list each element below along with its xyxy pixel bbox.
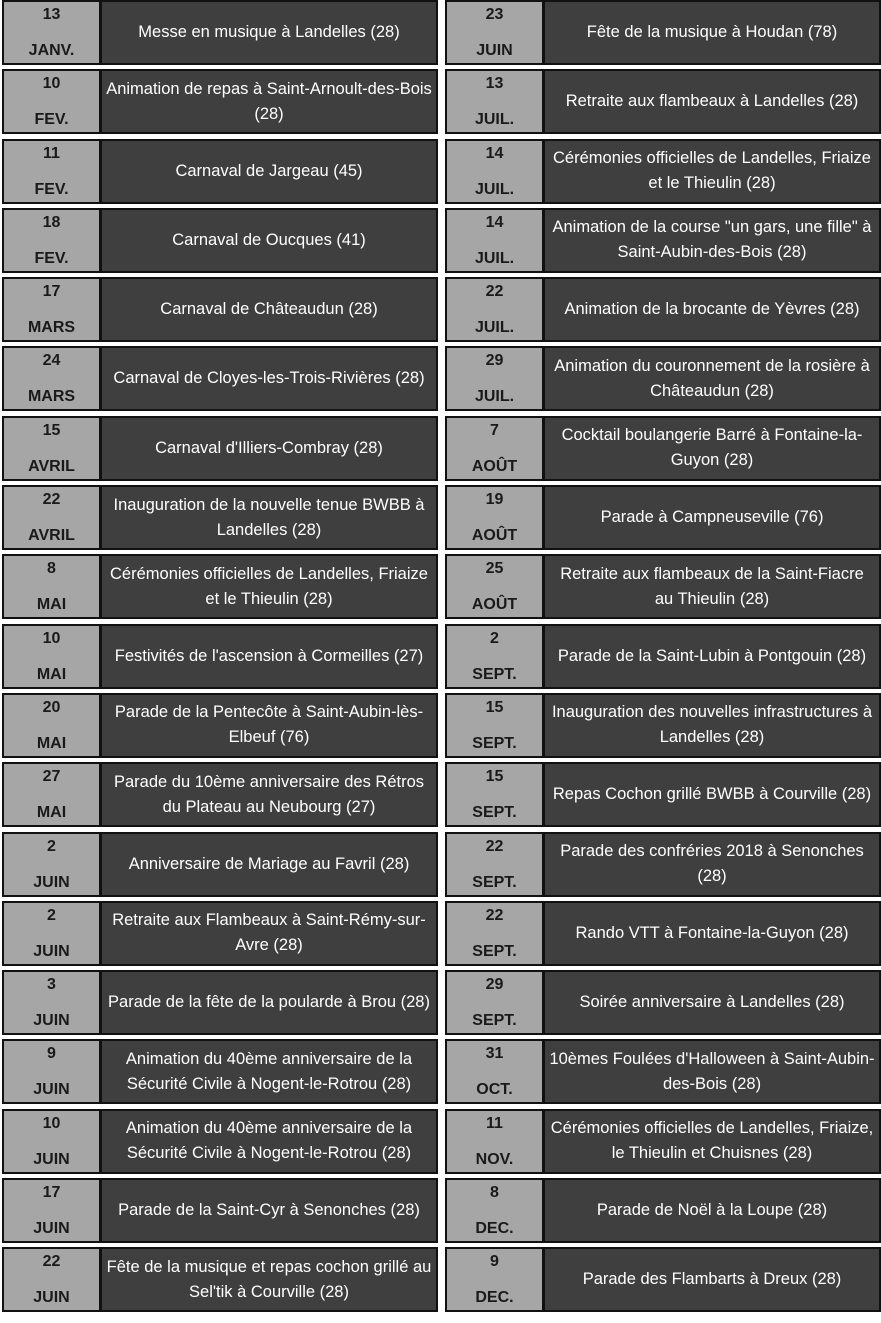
event-title: Animation du 40ème anniversaire de la Sécurité Civile à Nogent-le-Rotrou (28) [102, 1041, 436, 1102]
event-row [445, 901, 881, 966]
date-cell [447, 418, 545, 479]
date-cell [447, 626, 545, 687]
month-label: MAI [36, 804, 67, 822]
month-label: SEPT. [472, 804, 517, 822]
date-cell [447, 1180, 545, 1241]
date-cell [4, 903, 102, 964]
day-number: 9 [47, 1045, 56, 1063]
day-number: 27 [42, 768, 61, 786]
month-label: JUIN [33, 1012, 70, 1030]
date-cell [447, 279, 545, 340]
event-title: Repas Cochon grillé BWBB à Courville (28) [545, 764, 879, 825]
event-row [2, 346, 438, 411]
event-title: Festivités de l'ascension à Cormeilles (27) [102, 626, 436, 687]
day-number: 23 [485, 6, 504, 23]
month-label: FEV. [34, 180, 69, 198]
event-row [2, 901, 438, 966]
date-cell [4, 695, 102, 756]
day-number: 15 [485, 768, 504, 786]
event-title: Animation de repas à Saint-Arnoult-des-Bois (28) [102, 71, 436, 132]
month-label: SEPT. [472, 734, 517, 752]
event-title: Parade du 10ème anniversaire des Rétros du Plateau au Neubourg (27) [102, 764, 436, 825]
event-title: Parade de Noël à la Loupe (28) [545, 1180, 879, 1241]
day-number: 20 [42, 698, 61, 716]
event-row [445, 1109, 881, 1174]
event-row [445, 346, 881, 411]
event-row [2, 762, 438, 827]
date-cell [447, 1249, 545, 1310]
date-cell [447, 2, 545, 63]
day-number: 17 [42, 1184, 61, 1202]
date-cell [4, 279, 102, 340]
date-cell [4, 141, 102, 202]
date-cell [447, 487, 545, 548]
event-row [2, 554, 438, 619]
event-title: Parade de la Saint-Cyr à Senonches (28) [102, 1180, 436, 1241]
date-cell [4, 2, 102, 63]
date-cell [4, 210, 102, 271]
event-title: Retraite aux flambeaux à Landelles (28) [545, 71, 879, 132]
event-title: Rando VTT à Fontaine-la-Guyon (28) [545, 903, 879, 964]
event-row [445, 624, 881, 689]
event-row [2, 139, 438, 204]
event-title: Soirée anniversaire à Landelles (28) [545, 972, 879, 1033]
event-title: Animation de la course "un gars, une fille" à Saint-Aubin-des-Bois (28) [545, 210, 879, 271]
day-number: 17 [42, 283, 61, 301]
event-title: Carnaval de Oucques (41) [102, 210, 436, 271]
event-title: Inauguration des nouvelles infrastructures à Landelles (28) [545, 695, 879, 756]
event-row [2, 69, 438, 134]
event-title: Parade à Campneuseville (76) [545, 487, 879, 548]
day-number: 18 [42, 213, 61, 231]
month-label: JUIL. [474, 180, 515, 198]
month-label: OCT. [476, 1081, 513, 1099]
day-number: 3 [47, 976, 56, 994]
date-cell [4, 1041, 102, 1102]
event-title: Cérémonies officielles de Landelles, Friaize et le Thieulin (28) [545, 141, 879, 202]
date-cell [4, 71, 102, 132]
day-number: 10 [42, 75, 61, 93]
date-cell [447, 71, 545, 132]
date-cell [4, 1180, 102, 1241]
month-label: JUIN [33, 1150, 70, 1168]
day-number: 11 [486, 1114, 503, 1132]
event-row [2, 1178, 438, 1243]
month-label: SEPT. [472, 665, 517, 683]
day-number: 13 [485, 75, 504, 93]
event-title: Cérémonies officielles de Landelles, Friaize et le Thieulin (28) [102, 556, 436, 617]
event-title: Retraite aux Flambeaux à Saint-Rémy-sur-Avre (28) [102, 903, 436, 964]
date-cell [447, 348, 545, 409]
left-column [2, 0, 438, 1317]
date-cell [447, 210, 545, 271]
day-number: 13 [42, 6, 61, 23]
date-cell [447, 903, 545, 964]
day-number: 14 [485, 144, 504, 162]
month-label: JUIN [33, 1081, 70, 1099]
event-title: Messe en musique à Landelles (28) [102, 2, 436, 63]
day-number: 2 [47, 906, 56, 924]
month-label: JUIN [33, 1289, 70, 1307]
month-label: SEPT. [472, 1012, 517, 1030]
month-label: JUIL. [474, 319, 515, 337]
day-number: 15 [485, 698, 504, 716]
event-row [445, 693, 881, 758]
date-cell [4, 348, 102, 409]
date-cell [447, 556, 545, 617]
event-row [445, 208, 881, 273]
month-label: MAI [36, 596, 67, 614]
event-row [445, 1247, 881, 1312]
event-row [2, 1039, 438, 1104]
month-label: AOÛT [471, 527, 518, 545]
month-label: JUIN [476, 42, 513, 59]
month-label: JUIN [33, 873, 70, 891]
month-label: AOÛT [471, 457, 518, 475]
event-row [2, 208, 438, 273]
event-row [445, 1039, 881, 1104]
month-label: FEV. [34, 249, 69, 267]
month-label: DEC. [475, 1220, 514, 1238]
month-label: AVRIL [28, 527, 75, 545]
month-label: JANV. [28, 42, 75, 59]
month-label: FEV. [34, 111, 69, 129]
month-label: AOÛT [471, 596, 518, 614]
date-cell [447, 141, 545, 202]
day-number: 29 [485, 352, 504, 370]
date-cell [4, 764, 102, 825]
event-row [2, 970, 438, 1035]
month-label: JUIL. [474, 249, 515, 267]
date-cell [4, 1249, 102, 1310]
event-row [2, 693, 438, 758]
event-title: Fête de la musique et repas cochon grillé au Sel'tik à Courville (28) [102, 1249, 436, 1310]
day-number: 10 [42, 1114, 61, 1132]
day-number: 24 [42, 352, 61, 370]
date-cell [447, 1041, 545, 1102]
event-title: Fête de la musique à Houdan (78) [545, 2, 879, 63]
day-number: 7 [490, 421, 499, 439]
event-row [2, 485, 438, 550]
event-title: Parade des Flambarts à Dreux (28) [545, 1249, 879, 1310]
date-cell [4, 834, 102, 895]
event-row [2, 832, 438, 897]
month-label: MAI [36, 734, 67, 752]
event-row [445, 1178, 881, 1243]
day-number: 10 [42, 629, 61, 647]
event-title: Carnaval d'Illiers-Combray (28) [102, 418, 436, 479]
month-label: JUIL. [474, 111, 515, 129]
event-row [2, 277, 438, 342]
event-title: Inauguration de la nouvelle tenue BWBB à Landelles (28) [102, 487, 436, 548]
day-number: 22 [485, 283, 504, 301]
day-number: 2 [490, 629, 499, 647]
event-title: Anniversaire de Mariage au Favril (28) [102, 834, 436, 895]
event-row [2, 416, 438, 481]
event-row [445, 762, 881, 827]
date-cell [4, 972, 102, 1033]
month-label: JUIN [33, 942, 70, 960]
event-title: Animation du couronnement de la rosière à Châteaudun (28) [545, 348, 879, 409]
day-number: 8 [47, 560, 56, 578]
event-title: Parade des confréries 2018 à Senonches (28) [545, 834, 879, 895]
event-row [445, 277, 881, 342]
event-title: Cérémonies officielles de Landelles, Friaize, le Thieulin et Chuisnes (28) [545, 1111, 879, 1172]
event-row [445, 554, 881, 619]
event-title: 10èmes Foulées d'Halloween à Saint-Aubin-des-Bois (28) [545, 1041, 879, 1102]
event-title: Animation du 40ème anniversaire de la Sécurité Civile à Nogent-le-Rotrou (28) [102, 1111, 436, 1172]
day-number: 31 [485, 1045, 504, 1063]
month-label: MAI [36, 665, 67, 683]
month-label: SEPT. [472, 873, 517, 891]
day-number: 14 [485, 213, 504, 231]
date-cell [447, 834, 545, 895]
month-label: DEC. [475, 1289, 514, 1307]
event-row [2, 1109, 438, 1174]
event-row [2, 1247, 438, 1312]
date-cell [4, 556, 102, 617]
right-column [445, 0, 881, 1317]
day-number: 15 [42, 421, 61, 439]
month-label: MARS [27, 319, 76, 337]
event-row [445, 139, 881, 204]
day-number: 8 [490, 1184, 499, 1202]
day-number: 22 [485, 906, 504, 924]
event-title: Carnaval de Jargeau (45) [102, 141, 436, 202]
event-title: Retraite aux flambeaux de la Saint-Fiacre au Thieulin (28) [545, 556, 879, 617]
date-cell [447, 764, 545, 825]
event-title: Parade de la fête de la poularde à Brou (28) [102, 972, 436, 1033]
day-number: 22 [42, 491, 61, 509]
event-title: Parade de la Pentecôte à Saint-Aubin-lès-Elbeuf (76) [102, 695, 436, 756]
event-row [2, 624, 438, 689]
day-number: 22 [485, 837, 504, 855]
event-row [445, 485, 881, 550]
date-cell [447, 695, 545, 756]
date-cell [4, 1111, 102, 1172]
event-title: Cocktail boulangerie Barré à Fontaine-la-Guyon (28) [545, 418, 879, 479]
event-title: Animation de la brocante de Yèvres (28) [545, 279, 879, 340]
month-label: NOV. [475, 1150, 514, 1168]
date-cell [4, 418, 102, 479]
day-number: 9 [490, 1253, 499, 1271]
month-label: MARS [27, 388, 76, 406]
month-label: JUIL. [474, 388, 515, 406]
event-title: Carnaval de Châteaudun (28) [102, 279, 436, 340]
event-row [445, 832, 881, 897]
day-number: 25 [485, 560, 504, 578]
date-cell [4, 626, 102, 687]
day-number: 2 [47, 837, 56, 855]
date-cell [4, 487, 102, 548]
day-number: 19 [485, 491, 504, 509]
day-number: 11 [43, 144, 60, 162]
month-label: JUIN [33, 1220, 70, 1238]
month-label: AVRIL [28, 457, 75, 475]
event-row [2, 0, 438, 65]
event-row [445, 416, 881, 481]
month-label: SEPT. [472, 942, 517, 960]
day-number: 22 [42, 1253, 61, 1271]
day-number: 29 [485, 976, 504, 994]
event-row [445, 69, 881, 134]
date-cell [447, 972, 545, 1033]
event-row [445, 0, 881, 65]
event-title: Carnaval de Cloyes-les-Trois-Rivières (28) [102, 348, 436, 409]
event-title: Parade de la Saint-Lubin à Pontgouin (28) [545, 626, 879, 687]
date-cell [447, 1111, 545, 1172]
event-row [445, 970, 881, 1035]
